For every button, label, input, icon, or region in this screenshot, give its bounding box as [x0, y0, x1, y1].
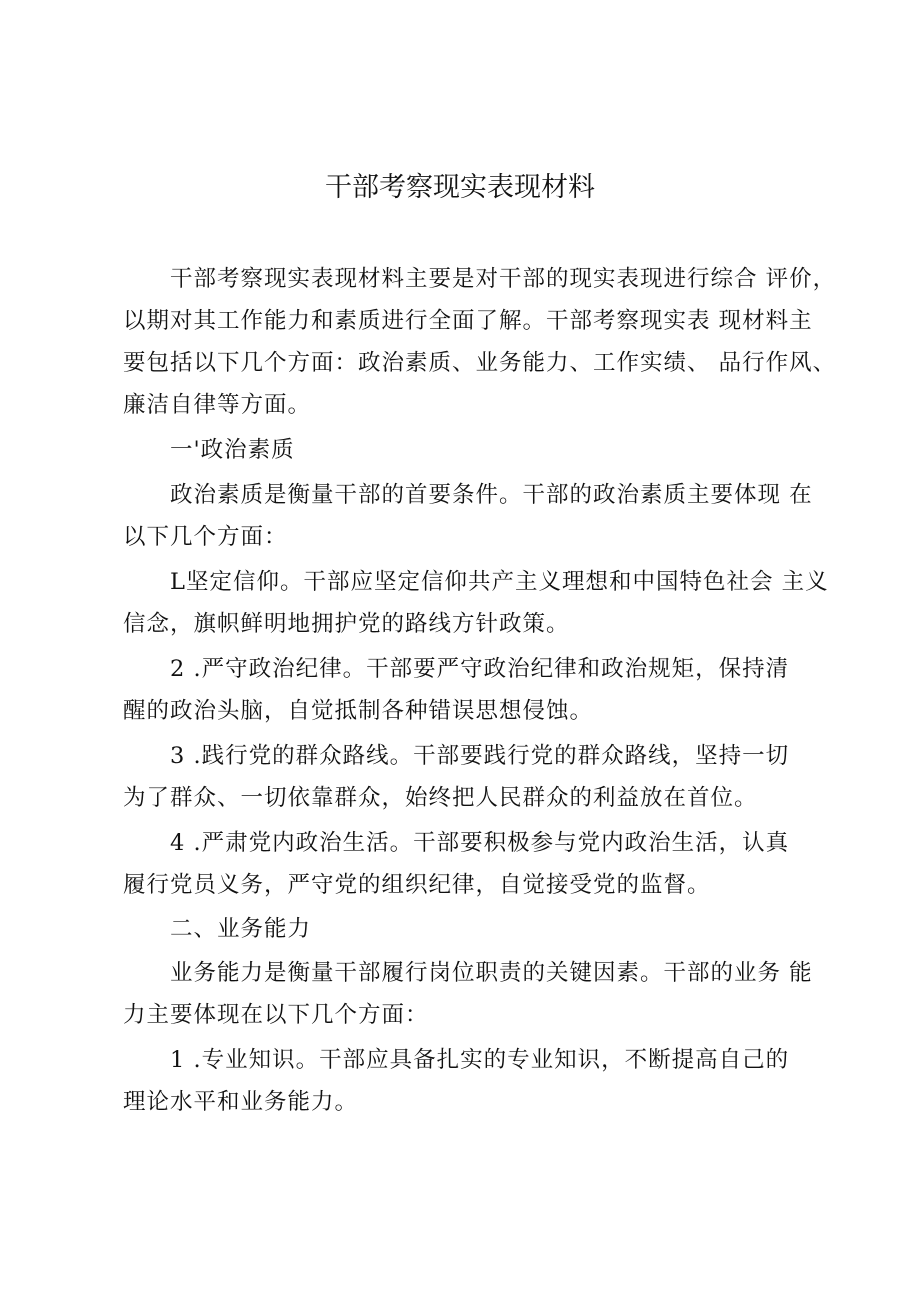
paragraph-line-7: 以下几个方面：	[123, 524, 288, 550]
paragraph-line-18: 力主要体现在以下几个方面：	[123, 1002, 429, 1028]
list-item-5-line-2: 理论水平和业务能力。	[123, 1089, 359, 1115]
section-heading-business: 二、业务能力	[170, 916, 312, 942]
list-item-5-line-1: 1 .专业知识。干部应具备扎实的专业知识，不断提高自己的	[170, 1047, 790, 1073]
list-item-2-line-1: 2 .严守政治纪律。干部要严守政治纪律和政治规矩，保持清	[170, 656, 790, 682]
paragraph-line-2: 以期对其工作能力和素质进行全面了解。干部考察现实表 现材料主	[123, 308, 813, 334]
paragraph-line-6: 政治素质是衡量干部的首要条件。干部的政治素质主要体现 在	[170, 482, 813, 508]
paragraph-line-4: 廉洁自律等方面。	[123, 392, 312, 418]
list-item-4-line-2: 履行党员义务，严守党的组织纪律，自觉接受党的监督。	[123, 872, 711, 898]
paragraph-line-1: 干部考察现实表现材料主要是对干部的现实表现进行综合 评价，	[170, 266, 837, 292]
list-item-3-line-2: 为了群众、一切依靠群众，始终把人民群众的利益放在首位。	[123, 785, 758, 811]
document-title: 干部考察现实表现材料	[325, 172, 595, 203]
list-item-1-line-1: L坚定信仰。干部应坚定信仰共产主义理想和中国特色社会 主义	[170, 569, 829, 595]
list-item-1-line-2: 信念，旗帜鲜明地拥护党的路线方针政策。	[123, 611, 570, 637]
list-item-2-line-2: 醒的政治头脑，自觉抵制各种错误思想侵蚀。	[123, 698, 594, 724]
paragraph-line-17: 业务能力是衡量干部履行岗位职责的关键因素。干部的业务 能	[170, 960, 813, 986]
list-item-3-line-1: 3 .践行党的群众路线。干部要践行党的群众路线，坚持一切	[170, 743, 790, 769]
paragraph-line-3: 要包括以下几个方面：政治素质、业务能力、工作实绩、 品行作风、	[123, 350, 837, 376]
list-item-4-line-1: 4 .严肃党内政治生活。干部要积极参与党内政治生活，认真	[170, 830, 790, 856]
section-heading-political: 一'政治素质	[170, 437, 295, 463]
